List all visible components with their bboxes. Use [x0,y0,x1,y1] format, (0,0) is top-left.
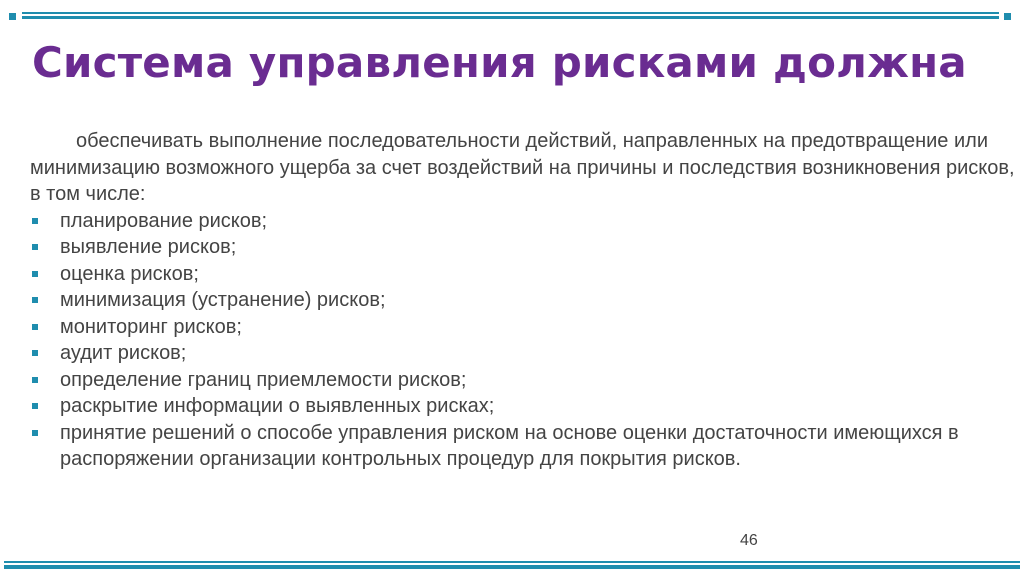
bullet-text: аудит рисков; [60,342,187,364]
top-right-square-decoration [1004,13,1011,20]
bullet-item [30,208,1015,235]
bullet-item [30,261,1015,288]
square-bullet-icon [32,403,38,409]
bullet-item [30,420,1015,473]
top-left-square-decoration [9,13,16,20]
bullet-text: выявление рисков; [60,236,237,258]
bullet-item [30,367,1015,394]
square-bullet-icon [32,324,38,330]
square-bullet-icon [32,377,38,383]
bullet-item [30,234,1015,261]
square-bullet-icon [32,297,38,303]
top-thick-rule [22,16,999,19]
slide-body [30,128,1015,473]
bullet-item [30,340,1015,367]
bottom-thin-rule [4,561,1020,563]
bullet-text: оценка рисков; [60,262,199,285]
square-bullet-icon [32,218,38,224]
bullet-list [30,208,1015,473]
square-bullet-icon [32,430,38,436]
bullet-text: раскрытие информации о выявленных рисках; [60,395,495,417]
slide-title: Система управления рисками должна [32,38,967,87]
page-number: 46 [740,532,758,549]
top-thin-rule [22,12,999,14]
bottom-thick-rule [4,565,1020,569]
square-bullet-icon [32,244,38,250]
bullet-item [30,393,1015,420]
bullet-text: планирование рисков; [60,209,268,232]
bullet-item [30,287,1015,314]
square-bullet-icon [32,271,38,277]
intro-paragraph: обеспечивать выполнение последовательности действий, направленных на предотвращение или минимизацию возможного ущерба за счет воздействий на причины и последствия возникновения рисков, в том числе: [30,130,1015,205]
bullet-text: минимизация (устранение) рисков; [60,289,386,311]
square-bullet-icon [32,350,38,356]
bullet-item [30,314,1015,341]
bullet-text: мониторинг рисков; [60,315,242,338]
bullet-text: принятие решений о способе управления риском на основе оценки достаточности имеющихся в распоряжении организации контрольных процедур для покрытия рисков. [60,421,959,470]
bullet-text: определение границ приемлемости рисков; [60,368,467,391]
